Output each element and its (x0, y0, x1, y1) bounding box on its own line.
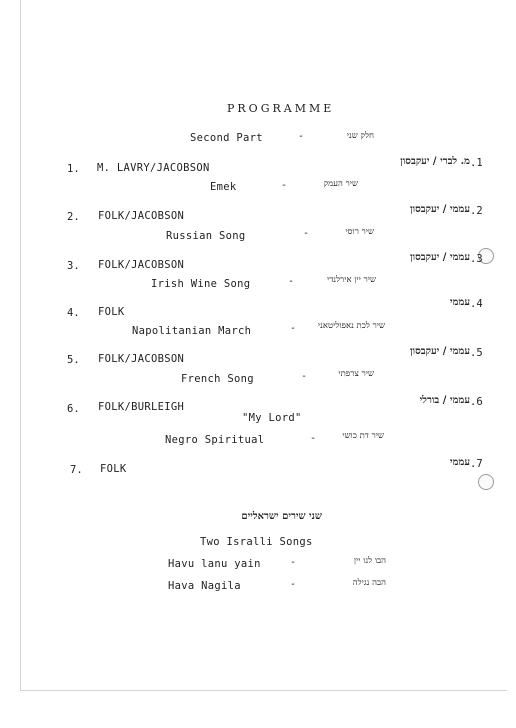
item-dash: - (301, 371, 308, 382)
item-composer-he: עממי / יעקבסון (410, 252, 470, 263)
item-dash: - (310, 433, 317, 444)
item-song-he: שיר העמק (323, 179, 358, 189)
item-composer-he: עממי (449, 297, 470, 308)
israeli-heading-en: Two Isralli Songs (200, 536, 313, 548)
item-dash: - (288, 276, 295, 287)
item-composer-en: FOLK/JACOBSON (98, 210, 185, 222)
item-song-he: שיר יין אירלנדי (326, 275, 376, 285)
item-song-en: Napolitanian March (132, 325, 252, 337)
item-composer-en: FOLK (98, 306, 125, 318)
item-number: 4. (67, 307, 80, 319)
song-dash: - (290, 579, 297, 590)
part-dash: - (298, 131, 305, 142)
item-number-he: .1 (470, 157, 483, 169)
song-title-he: הבה נגילה (352, 578, 386, 588)
page-title: PROGRAMME (227, 102, 335, 115)
punch-hole-bottom (478, 474, 494, 490)
item-number: 2. (67, 211, 80, 223)
item-number-he: .7 (470, 458, 483, 470)
song-title-he: הבו לנו יין (353, 556, 386, 566)
item-number-he: .4 (470, 298, 483, 310)
item-composer-he: עממי / יעקבסון (410, 204, 470, 215)
item-song-en: Negro Spiritual (165, 434, 265, 446)
item-number: 1. (67, 163, 80, 175)
israeli-heading-he: שני שירים ישראליים (241, 511, 322, 522)
item-song-he: שיר לכת נאפוליטאני (317, 321, 385, 331)
item-song-en: Emek (210, 181, 237, 193)
item-composer-en: FOLK/BURLEIGH (98, 401, 185, 413)
item-subtitle: "My Lord" (242, 412, 302, 424)
item-song-en: Russian Song (166, 230, 246, 242)
part-label-en: Second Part (190, 132, 263, 144)
item-number: 7. (70, 464, 83, 476)
item-number-he: .5 (470, 347, 483, 359)
item-dash: - (290, 323, 297, 334)
song-dash: - (290, 557, 297, 568)
song-title-en: Hava Nagila (168, 580, 241, 592)
item-number: 3. (67, 260, 80, 272)
item-composer-en: FOLK/JACOBSON (98, 353, 185, 365)
item-song-en: French Song (181, 373, 254, 385)
item-composer-he: עממי / יעקבסון (410, 346, 470, 357)
item-composer-en: M. LAVRY/JACOBSON (97, 162, 210, 174)
item-number-he: .2 (470, 205, 483, 217)
item-composer-he: עממי (449, 457, 470, 468)
item-song-he: שיר צרפתי (338, 369, 374, 379)
item-number: 6. (67, 403, 80, 415)
item-song-he: שיר דת כושי (342, 431, 384, 441)
item-number: 5. (67, 354, 80, 366)
item-composer-he: מ. לברי / יעקבסון (400, 156, 470, 167)
item-dash: - (281, 180, 288, 191)
item-composer-en: FOLK/JACOBSON (98, 259, 185, 271)
item-dash: - (303, 228, 310, 239)
item-song-en: Irish Wine Song (151, 278, 251, 290)
item-song-he: שיר רוסי (345, 227, 374, 237)
song-title-en: Havu lanu yain (168, 558, 261, 570)
part-label-he: חלק שני (346, 131, 374, 141)
item-number-he: .3 (470, 253, 483, 265)
item-composer-en: FOLK (100, 463, 127, 475)
item-composer-he: עממי / בורלי (419, 395, 470, 406)
item-number-he: .6 (470, 396, 483, 408)
